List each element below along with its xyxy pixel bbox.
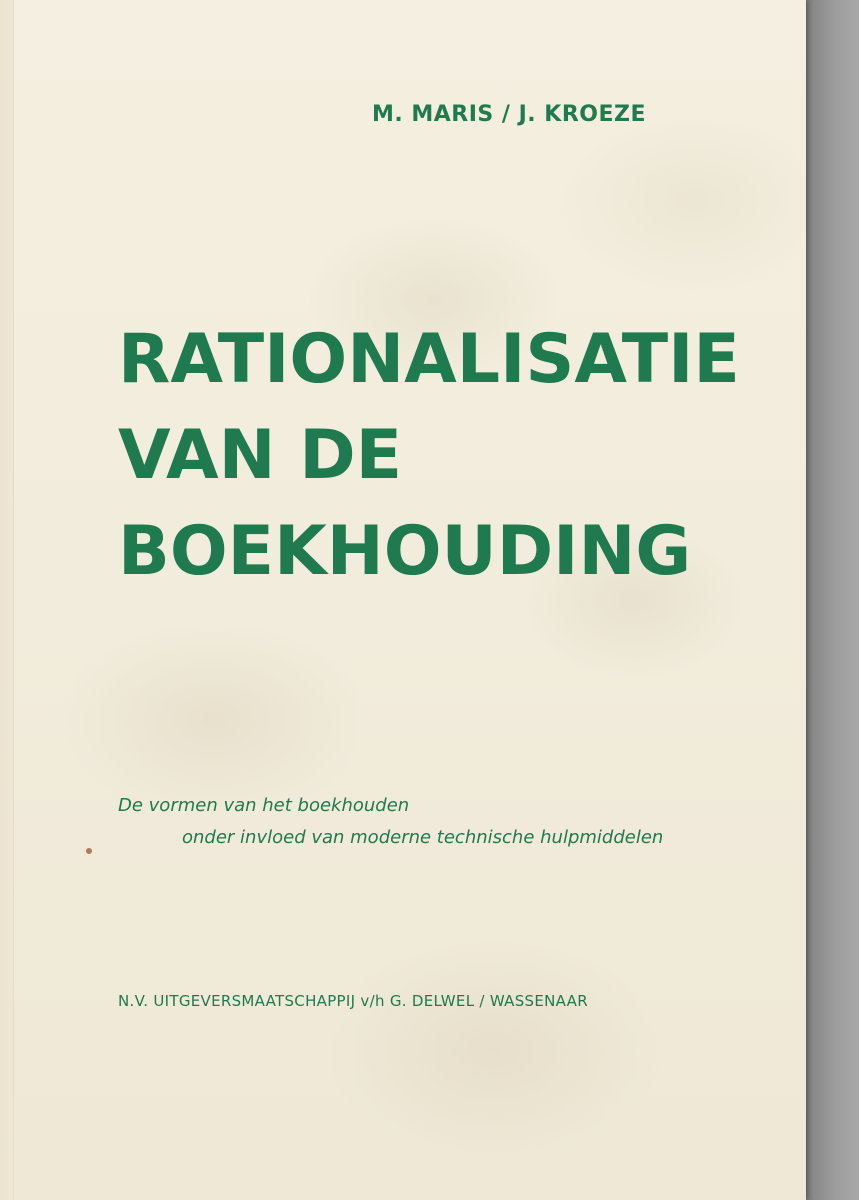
title-line-1: RATIONALISATIE xyxy=(118,320,740,399)
book-title xyxy=(118,312,740,600)
book-cover xyxy=(14,0,806,1200)
paper-speck xyxy=(86,848,92,854)
authors: M. MARIS / J. KROEZE xyxy=(371,102,646,127)
subtitle xyxy=(118,790,663,854)
publisher: N.V. UITGEVERSMAATSCHAPPIJ v/h G. DELWEL / WASSENAAR xyxy=(118,992,588,1010)
subtitle-line-2: onder invloed van moderne technische hulpmiddelen xyxy=(182,827,664,848)
title-line-3: BOEKHOUDING xyxy=(118,512,692,591)
background-shadow xyxy=(800,0,859,1200)
title-line-2: VAN DE xyxy=(118,416,403,495)
subtitle-line-1: De vormen van het boekhouden xyxy=(118,795,410,816)
